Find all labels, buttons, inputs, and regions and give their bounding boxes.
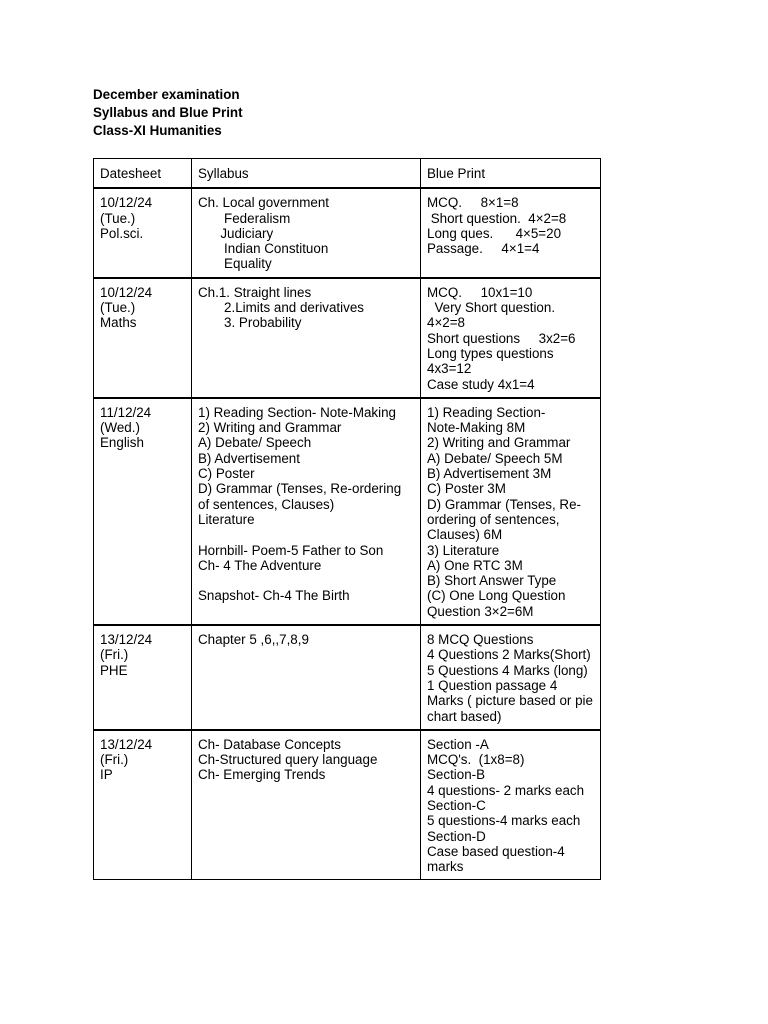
exam-subtitle: Syllabus and Blue Print: [93, 105, 243, 120]
table-row: [94, 188, 601, 277]
datesheet-cell: 13/12/24 (Fri.) IP: [94, 730, 192, 880]
syllabus-table: [93, 158, 601, 880]
exam-title: December examination: [93, 87, 240, 102]
datesheet-cell: 11/12/24 (Wed.) English: [94, 398, 192, 625]
blueprint-cell: 1) Reading Section- Note-Making 8M 2) Writing and Grammar A) Debate/ Speech 5M B) Advertisement 3M C) Poster 3M D) Grammar (Tenses, Re-ordering of sentences, Clauses) 6M 3) Literature A) One RTC 3M B) Short Answer Type (C) One Long Question Question 3×2=6M: [421, 398, 601, 625]
column-header-datesheet: Datesheet: [94, 159, 192, 189]
syllabus-cell: Ch.1. Straight lines 2.Limits and derivatives 3. Probability: [192, 278, 421, 398]
column-header-syllabus: Syllabus: [192, 159, 421, 189]
datesheet-cell: 10/12/24 (Tue.) Pol.sci.: [94, 188, 192, 277]
syllabus-cell: 1) Reading Section- Note-Making 2) Writing and Grammar A) Debate/ Speech B) Advertisement C) Poster D) Grammar (Tenses, Re-ordering of sentences, Clauses) Literature Hornbill- Poem-5 Father to Son Ch- 4 The Adventure Snapshot- Ch-4 The Birth: [192, 398, 421, 625]
syllabus-cell: Ch- Database Concepts Ch-Structured query language Ch- Emerging Trends: [192, 730, 421, 880]
table-header-row: [94, 159, 601, 189]
blueprint-cell: MCQ. 10x1=10 Very Short question. 4×2=8 Short questions 3x2=6 Long types questions 4x3=12 Case study 4x1=4: [421, 278, 601, 398]
table-row: [94, 278, 601, 398]
class-label: Class-XI Humanities: [93, 123, 222, 138]
blueprint-cell: MCQ. 8×1=8 Short question. 4×2=8 Long ques. 4×5=20 Passage. 4×1=4: [421, 188, 601, 277]
datesheet-cell: 13/12/24 (Fri.) PHE: [94, 625, 192, 730]
datesheet-cell: 10/12/24 (Tue.) Maths: [94, 278, 192, 398]
document-header: [93, 86, 243, 140]
syllabus-cell: Ch. Local government Federalism Judiciary Indian Constituon Equality: [192, 188, 421, 277]
table-row: [94, 625, 601, 730]
table-row: [94, 398, 601, 625]
table-row: [94, 730, 601, 880]
syllabus-cell: Chapter 5 ,6,,7,8,9: [192, 625, 421, 730]
blueprint-cell: 8 MCQ Questions 4 Questions 2 Marks(Short) 5 Questions 4 Marks (long) 1 Question passage 4 Marks ( picture based or pie chart based): [421, 625, 601, 730]
blueprint-cell: Section -A MCQ's. (1x8=8) Section-B 4 questions- 2 marks each Section-C 5 questions-4 marks each Section-D Case based question-4 marks: [421, 730, 601, 880]
column-header-blueprint: Blue Print: [421, 159, 601, 189]
